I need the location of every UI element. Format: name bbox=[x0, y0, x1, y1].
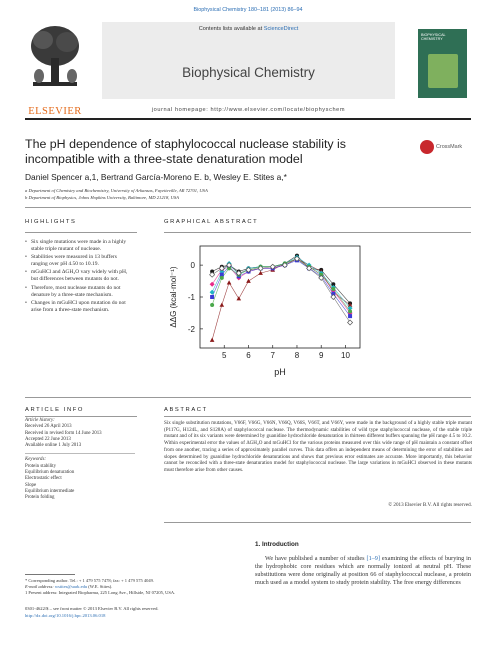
intro-text-start: We have published a number of studies bbox=[265, 555, 367, 562]
abstract-text: Six single substitution mutations, V66F, V66G, V66N, V66Q, V66S, V66T, and V66Y, were made in the background of a highly stable triple mutant (P117G, H124L, and S128A) of staphylococcal nuclease. The thermodynamic stabilities of wild type staphylococcal nuclease, of the stable triple mutant and of its six variants were determined by guanidine hydrochloride denaturation in thirteen different buffers spanning the pH range 4.5 to 10.2. Within experimental error the values of ΔGH₂O and mGuHCl for the various proteins measured over this wide range of pH maintain a constant offset from one another, tracing a series of approximately parallel curves. This data offers an independent means of determining the error of stabilities and slopes determined by guanidine hydrochloride denaturations and shows that previous error estimates are accurate. More importantly, this behavior cannot be reconciled with a three-state denaturation model for staphylococcal nuclease. The large variations in mGuHCl observed in these mutants must therefore arise from other causes. bbox=[164, 420, 472, 473]
present-address-note: 1 Present address: Integrated Biopharma, 225 Long Ave., Hillside, NJ 07205, USA. bbox=[25, 590, 176, 595]
affiliation-a: a Department of Chemistry and Biochemistry, University of Arkansas, Fayetteville, AR 72701, USA bbox=[25, 188, 208, 193]
email-suffix: (W.E. Stites). bbox=[87, 584, 113, 589]
crossmark-label[interactable]: CrossMark bbox=[436, 144, 463, 150]
sciencedirect-link[interactable]: ScienceDirect bbox=[263, 26, 299, 32]
data-point bbox=[210, 282, 215, 287]
graphical-abstract-heading: GRAPHICAL ABSTRACT bbox=[164, 219, 259, 225]
highlight-item: • Therefore, most nuclease mutants do not denature by a three-state mechanism. bbox=[25, 285, 133, 299]
corresponding-author-note: * Corresponding author. Tel.: + 1 479 575 7478; fax: + 1 479 575 4049. bbox=[25, 578, 155, 583]
article-info bbox=[25, 418, 135, 502]
keyword: Slope bbox=[25, 482, 37, 488]
issn-line: 0301-4622/$ – see front matter © 2013 Elsevier B.V. All rights reserved. bbox=[25, 606, 159, 611]
email-label: E-mail address: bbox=[25, 584, 55, 589]
keyword: Equilibrium intermediate bbox=[25, 488, 75, 494]
data-point bbox=[220, 303, 225, 307]
cover-illustration bbox=[428, 54, 458, 88]
keywords-label: Keywords: bbox=[25, 457, 47, 463]
data-point bbox=[210, 295, 214, 299]
data-point bbox=[348, 314, 352, 318]
citation-link[interactable]: [1–9] bbox=[366, 555, 380, 562]
series-line bbox=[212, 257, 350, 308]
contents-prefix: Contents lists available at bbox=[198, 26, 264, 32]
history-entry: Received 26 April 2013 bbox=[25, 424, 72, 430]
contents-line bbox=[102, 26, 395, 32]
elsevier-tree-logo bbox=[25, 22, 85, 96]
footnote-rule bbox=[25, 574, 75, 575]
section-rule bbox=[25, 397, 471, 398]
series-line bbox=[212, 259, 350, 313]
doi-link[interactable]: http://dx.doi.org/10.1016/j.bpc.2013.06.018 bbox=[25, 613, 106, 618]
keyword: Protein stability bbox=[25, 463, 57, 469]
chart-svg bbox=[164, 243, 364, 383]
history-entry: Received in revised form 14 June 2013 bbox=[25, 430, 102, 436]
graphical-abstract-chart bbox=[164, 243, 364, 383]
series-line bbox=[212, 259, 350, 323]
journal-cover bbox=[418, 29, 467, 98]
intro-text-rest: examining the effects of burying in the hydrophobic core residues which are normally ionized at neutral pH. These substitutions were done originally at position 66 of staphylococcal nuclease, a protein much used as a model system to study protein stability. The free energy differences bbox=[255, 555, 471, 586]
article-authors: Daniel Spencer a,1, Bertrand García-Moreno E. b, Wesley E. Stites a,* bbox=[25, 172, 287, 182]
front-matter bbox=[25, 605, 285, 619]
data-point bbox=[210, 338, 215, 342]
journal-header bbox=[25, 22, 471, 117]
keyword: Electrostatic effect bbox=[25, 476, 62, 482]
highlight-item: • Six single mutations were made in a highly stable triple mutant of nuclease. bbox=[25, 239, 133, 253]
journal-reference[interactable]: Biophysical Chemistry 180–181 (2013) 86–94 bbox=[193, 7, 303, 13]
keyword: Equilibrium denaturation bbox=[25, 470, 75, 476]
history-label: Article history: bbox=[25, 418, 55, 423]
introduction-text bbox=[255, 555, 471, 587]
data-point bbox=[348, 320, 353, 325]
data-point bbox=[210, 303, 214, 307]
data-point bbox=[210, 290, 215, 295]
highlights-rule bbox=[25, 232, 137, 233]
x-tick-label: 8 bbox=[294, 351, 300, 360]
journal-banner bbox=[102, 22, 395, 99]
header-rule bbox=[25, 118, 471, 120]
affiliation-rule bbox=[25, 207, 471, 208]
article-info-rule bbox=[25, 416, 137, 417]
email-link[interactable]: wstites@uark.edu bbox=[54, 584, 88, 589]
journal-title[interactable]: Biophysical Chemistry bbox=[182, 65, 315, 80]
highlight-item: • Changes in mGuHCl upon mutation do not arise from a three-state mechanism. bbox=[25, 300, 133, 314]
history-entry: Accepted 22 June 2013 bbox=[25, 436, 71, 442]
info-divider bbox=[25, 453, 135, 454]
highlights-heading: HIGHLIGHTS bbox=[25, 219, 77, 225]
data-point bbox=[210, 272, 215, 277]
cover-title: BIOPHYSICAL CHEMISTRY bbox=[421, 33, 446, 42]
data-point bbox=[348, 309, 352, 313]
x-axis-label: pH bbox=[274, 367, 286, 377]
article-title: The pH dependence of staphylococcal nuclease stability is incompatible with a three-state denaturation model bbox=[25, 137, 346, 166]
graphical-abstract-rule bbox=[164, 232, 471, 233]
series-line bbox=[212, 256, 350, 304]
y-tick-label: -1 bbox=[187, 293, 195, 302]
data-point bbox=[246, 279, 251, 283]
abstract-end-rule bbox=[164, 522, 471, 523]
data-point bbox=[220, 276, 224, 280]
crossmark-icon[interactable] bbox=[420, 140, 434, 154]
data-point bbox=[331, 287, 335, 291]
x-tick-label: 9 bbox=[318, 351, 324, 360]
highlights-list bbox=[25, 239, 133, 315]
x-tick-label: 5 bbox=[222, 351, 227, 360]
abstract-copyright: © 2013 Elsevier B.V. All rights reserved. bbox=[388, 502, 472, 508]
y-tick-label: 0 bbox=[190, 261, 195, 271]
y-tick-label: -2 bbox=[187, 324, 195, 334]
footnotes bbox=[25, 578, 245, 596]
highlight-item: • Stabilities were measured in 13 buffers ranging over pH 4.50 to 10.19. bbox=[25, 254, 133, 268]
abstract-heading: ABSTRACT bbox=[164, 407, 208, 413]
data-point bbox=[236, 296, 241, 300]
highlight-item: • mGuHCl and ΔGH₂O vary widely with pH, but differences between mutants do not. bbox=[25, 269, 133, 283]
keyword: Protein folding bbox=[25, 495, 55, 501]
data-point bbox=[227, 280, 232, 284]
introduction-heading: 1. Introduction bbox=[255, 541, 299, 548]
x-tick-label: 6 bbox=[246, 351, 251, 360]
journal-homepage[interactable]: journal homepage: http://www.elsevier.com/locate/biophyschem bbox=[151, 107, 346, 113]
y-axis-label: ΔΔG (kcal·mol⁻¹) bbox=[169, 266, 178, 328]
publisher-logo-text: ELSEVIER bbox=[28, 106, 82, 117]
x-tick-label: 7 bbox=[270, 351, 275, 360]
history-entry: Available online 1 July 2013 bbox=[25, 443, 82, 449]
abstract-rule bbox=[164, 416, 471, 417]
affiliation-b: b Department of Biophysics, Johns Hopkins University, Baltimore, MD 21218, USA bbox=[25, 195, 179, 200]
x-tick-label: 10 bbox=[341, 351, 350, 360]
article-info-heading: ARTICLE INFO bbox=[25, 407, 85, 413]
